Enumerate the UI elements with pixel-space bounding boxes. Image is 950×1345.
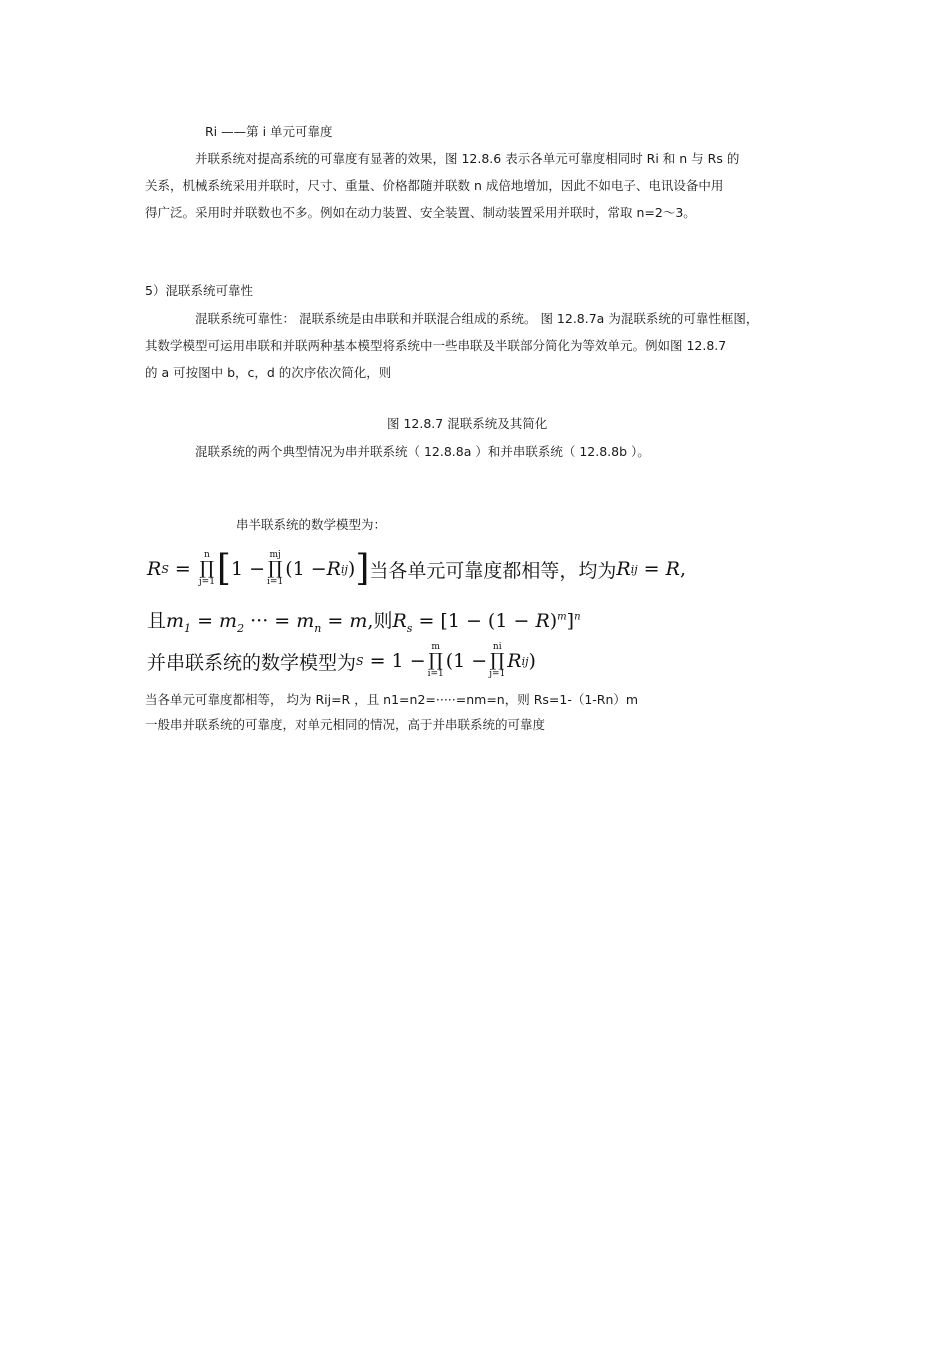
- formula-3-text: 并串联系统的数学模型为: [147, 651, 357, 674]
- formula-parallel-series: 并串联系统的数学模型为 S = 1 − m ∏ i=1 (1 − ni ∏ j=1 R ij ): [147, 642, 536, 679]
- text-line-1: Ri ——第 i 单元可靠度: [205, 124, 333, 139]
- text-line-2: 并联系统对提高系统的可靠度有显著的效果，图 12.8.6 表示各单元可靠度相同时 Ri 和 n 与 Rs 的: [195, 151, 740, 166]
- product-symbol: n ∏ j=1: [198, 550, 215, 587]
- text-line-8: 的 a 可按图中 b，c，d 的次序依次简化，则: [145, 365, 392, 380]
- formula-2-text: 且: [147, 610, 167, 632]
- product-symbol: ni ∏ j=1: [489, 642, 506, 679]
- text-line-12: 当各单元可靠度都相等， 均为 Rij=R ，且 n1=n2=·····=nm=n，则 Rs=1-（1-Rn）m: [145, 692, 639, 707]
- text-line-4: 得广泛。采用时并联数也不多。例如在动力装置、安全装置、制动装置采用并联时，常取 n=2～3。: [145, 205, 696, 220]
- text-line-7: 其数学模型可运用串联和并联两种基本模型将系统中一些串联及半联部分简化为等效单元。例如图 12.8.7: [145, 338, 727, 353]
- product-symbol: m ∏ i=1: [427, 642, 444, 679]
- text-line-6: 混联系统可靠性： 混联系统是由串联和并联混合组成的系统。 图 12.8.7a 为混联系统的可靠性框图，: [195, 311, 759, 326]
- product-symbol: mj ∏ i=1: [267, 550, 284, 587]
- formula-series-parallel: R S = n ∏ j=1 [ 1 − mj ∏ i=1 (1 − R ij ) ] 当各单元可靠度都相等，均为 R ij = R ,: [147, 548, 686, 589]
- formula-1-text: 当各单元可靠度都相等，均为: [369, 559, 617, 582]
- text-line-3: 关系，机械系统采用并联时，尺寸、重量、价格都随并联数 n 成倍地增加，因此不如电子、电讯设备中用: [145, 178, 724, 193]
- formula-2-then: 则: [373, 610, 393, 632]
- text-line-11: 串半联系统的数学模型为：: [236, 517, 387, 532]
- figure-caption: 图 12.8.7 混联系统及其简化: [387, 416, 548, 431]
- text-line-13: 一般串并联系统的可靠度，对单元相同的情况，高于并串联系统的可靠度: [145, 717, 546, 732]
- formula-equal-m: 且$m_1 = m_2$ ··· = $m_n = m$,则$R_s = [1 - (1 - R)^m]^n$: [147, 610, 581, 635]
- text-line-10: 混联系统的两个典型情况为串并联系统（ 12.8.8a ）和并串联系统（ 12.8.8b ）。: [195, 444, 650, 459]
- section-heading: 5）混联系统可靠性: [145, 283, 253, 298]
